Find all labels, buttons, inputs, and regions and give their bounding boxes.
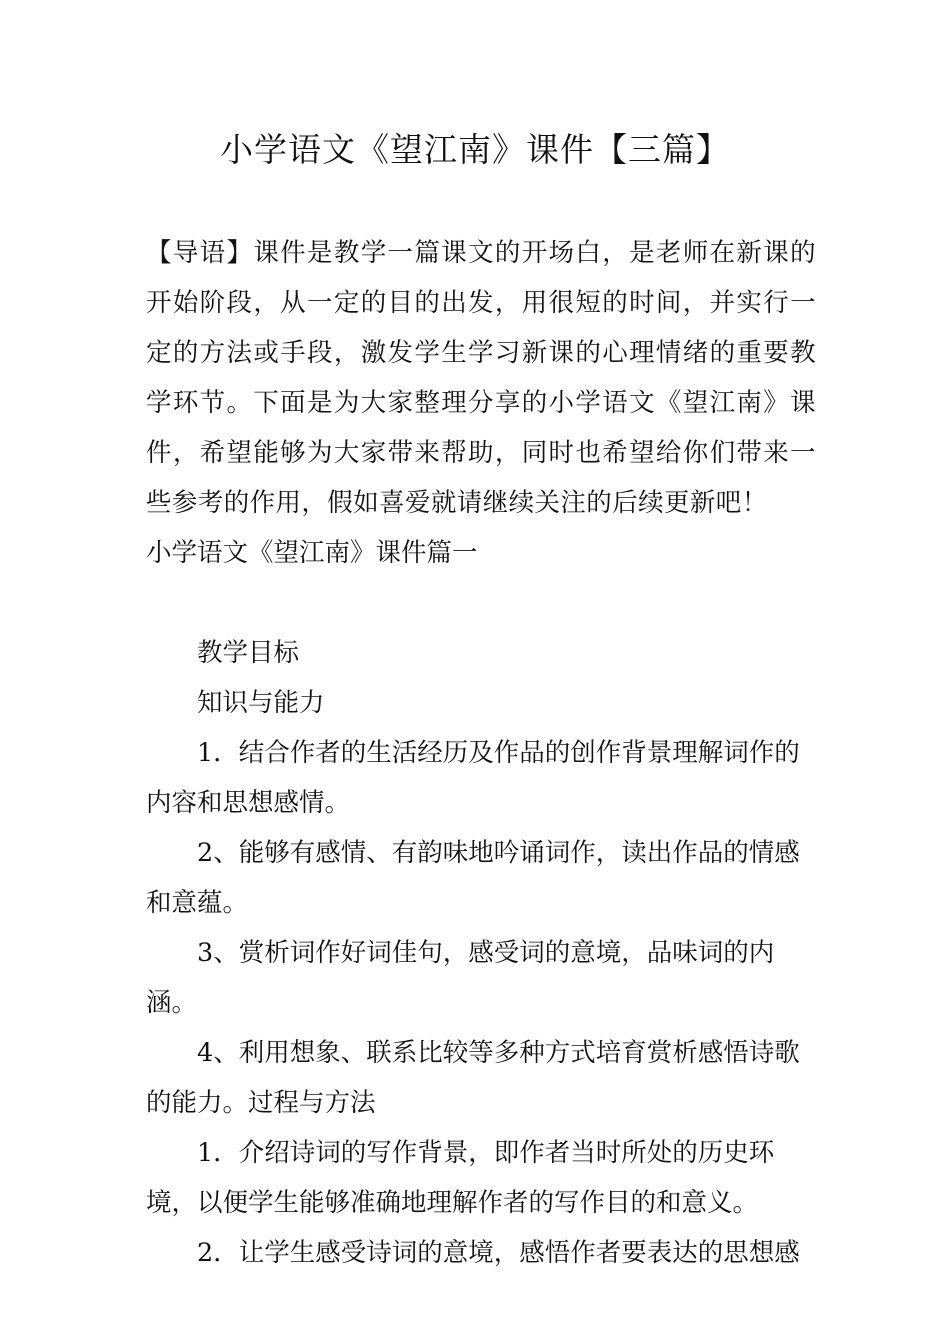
paragraph-teaching-goals: 教学目标 <box>197 638 300 668</box>
paragraph-goal-3: 3、赏析词作好词佳句，感受词的意境，品味词的内涵。 <box>146 938 775 1018</box>
paragraph-goal-4: 4、利用想象、联系比较等多种方式培育赏析感悟诗歌的能力。过程与方法 <box>146 1038 800 1118</box>
paragraph-goal-1: 1．结合作者的生活经历及作品的创作背景理解词作的内容和思想感情。 <box>146 738 800 818</box>
paragraph-knowledge-ability: 知识与能力 <box>197 688 325 718</box>
paragraph-method-1: 1．介绍诗词的写作背景，即作者当时所处的历史环境，以便学生能够准确地理解作者的写作目的和意义。 <box>146 1138 775 1218</box>
paragraph-goal-2: 2、能够有感情、有韵味地吟诵词作，读出作品的情感和意蕴。 <box>146 838 800 918</box>
document-title: 小学语文《望江南》课件【三篇】 <box>220 130 730 169</box>
document-body <box>146 228 816 1278</box>
intro-paragraph: 【导语】课件是教学一篇课文的开场白，是老师在新课的开始阶段，从一定的目的出发，用很短的时间，并实行一定的方法或手段，激发学生学习新课的心理情绪的重要教学环节。下面是为大家整理分享的小学语文《望江南》课件，希望能够为大家带来帮助，同时也希望给你们带来一些参考的作用，假如喜爱就请继续关注的后续更新吧！ <box>146 238 816 518</box>
paragraph-method-2: 2．让学生感受诗词的意境，感悟作者要表达的思想感 <box>197 1238 800 1268</box>
section-heading: 小学语文《望江南》课件篇一 <box>146 538 478 568</box>
